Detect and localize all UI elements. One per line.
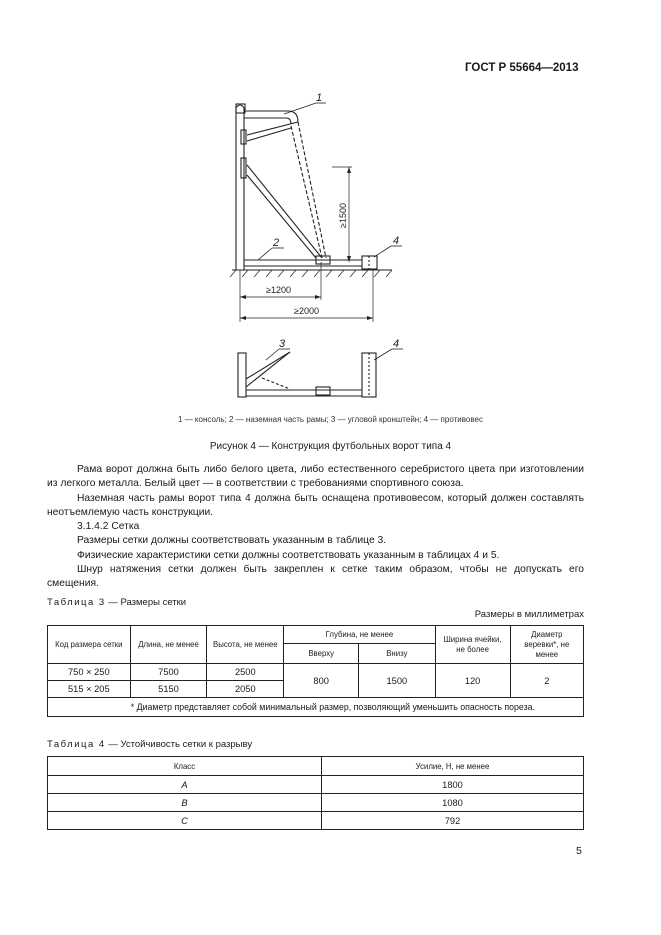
cell-length: 5150 bbox=[130, 681, 207, 698]
callout-4-side: 4 bbox=[393, 235, 400, 247]
cell-class: B bbox=[48, 794, 322, 812]
table-row bbox=[48, 794, 584, 812]
col-header-code: Код размера сетки bbox=[48, 626, 131, 664]
table-row bbox=[48, 776, 584, 794]
body-text bbox=[47, 463, 584, 592]
paragraph: Физические характеристики сетки должны соответствовать указанным в таблицах 4 и 5. bbox=[77, 549, 500, 561]
table-row bbox=[48, 812, 584, 830]
net-dimensions-table bbox=[47, 625, 584, 717]
standard-designation: ГОСТ Р 55664—2013 bbox=[465, 62, 579, 74]
callout-3: 3 bbox=[279, 338, 286, 350]
col-header-depth: Глубина, не менее bbox=[284, 626, 435, 644]
table4-caption bbox=[47, 739, 252, 750]
cell-force: 1080 bbox=[322, 794, 584, 812]
callout-4-plan: 4 bbox=[393, 338, 400, 350]
col-header-height: Высота, не менее bbox=[207, 626, 284, 664]
col-header-top: Вверху bbox=[284, 644, 359, 664]
dimension-length: ≥2000 bbox=[294, 306, 319, 316]
cell-force: 792 bbox=[322, 812, 584, 830]
figure-legend: 1 — консоль; 2 — наземная часть рамы; 3 — угловой кронштейн; 4 — противовес bbox=[178, 415, 483, 424]
table3-footnote: * Диаметр представляет собой минимальный размер, позволяющий уменьшить опасность пореза. bbox=[48, 698, 584, 717]
table3-label: Таблица 3 bbox=[47, 597, 106, 608]
dimension-depth: ≥1200 bbox=[266, 285, 291, 295]
callout-1: 1 bbox=[316, 92, 323, 104]
table3-caption bbox=[47, 597, 186, 608]
goal-construction-drawing bbox=[0, 0, 661, 412]
table3-units: Размеры в миллиметрах bbox=[474, 609, 584, 620]
dimension-height: ≥1500 bbox=[338, 203, 348, 228]
cell-force: 1800 bbox=[322, 776, 584, 794]
table-row bbox=[48, 664, 584, 681]
col-header-diameter: Диаметр веревки*, не менее bbox=[510, 626, 583, 664]
paragraph: Шнур натяжения сетки должен быть закреплен к сетке таким образом, чтобы не допускать его смещения. bbox=[47, 564, 584, 590]
cell-height: 2050 bbox=[207, 681, 284, 698]
col-header-class: Класс bbox=[48, 757, 322, 776]
table3-title: — Размеры сетки bbox=[105, 597, 187, 608]
cell-class: C bbox=[48, 812, 322, 830]
cell-code: 750 × 250 bbox=[48, 664, 131, 681]
paragraph: Наземная часть рамы ворот типа 4 должна быть оснащена противовесом, который должен составлять неотъемлемую часть конструкции. bbox=[47, 492, 584, 518]
cell-class: A bbox=[48, 776, 322, 794]
cell-mesh: 120 bbox=[435, 664, 510, 698]
cell-top: 800 bbox=[284, 664, 359, 698]
col-header-mesh: Ширина ячейки, не более bbox=[435, 626, 510, 664]
figure-caption: Рисунок 4 — Конструкция футбольных ворот типа 4 bbox=[209, 441, 452, 452]
cell-diameter: 2 bbox=[510, 664, 583, 698]
cell-height: 2500 bbox=[207, 664, 284, 681]
cell-bottom: 1500 bbox=[359, 664, 436, 698]
cell-length: 7500 bbox=[130, 664, 207, 681]
page-number: 5 bbox=[576, 845, 582, 857]
net-strength-table bbox=[47, 756, 584, 830]
table4-label: Таблица 4 bbox=[47, 739, 106, 750]
callout-2: 2 bbox=[273, 237, 280, 249]
col-header-force: Усилие, Н, не менее bbox=[322, 757, 584, 776]
cell-code: 515 × 205 bbox=[48, 681, 131, 698]
paragraph: Размеры сетки должны соответствовать указанным в таблице 3. bbox=[77, 535, 387, 547]
section-heading: 3.1.4.2 Сетка bbox=[77, 521, 140, 533]
paragraph: Рама ворот должна быть либо белого цвета, либо естественного серебристого цвета при изготовлении из легкого металла. Белый цвет — в соответствии с требованиями спортивного союза. bbox=[47, 464, 584, 490]
col-header-bottom: Внизу bbox=[359, 644, 436, 664]
col-header-length: Длина, не менее bbox=[130, 626, 207, 664]
table4-title: — Устойчивость сетки к разрыву bbox=[105, 739, 253, 750]
